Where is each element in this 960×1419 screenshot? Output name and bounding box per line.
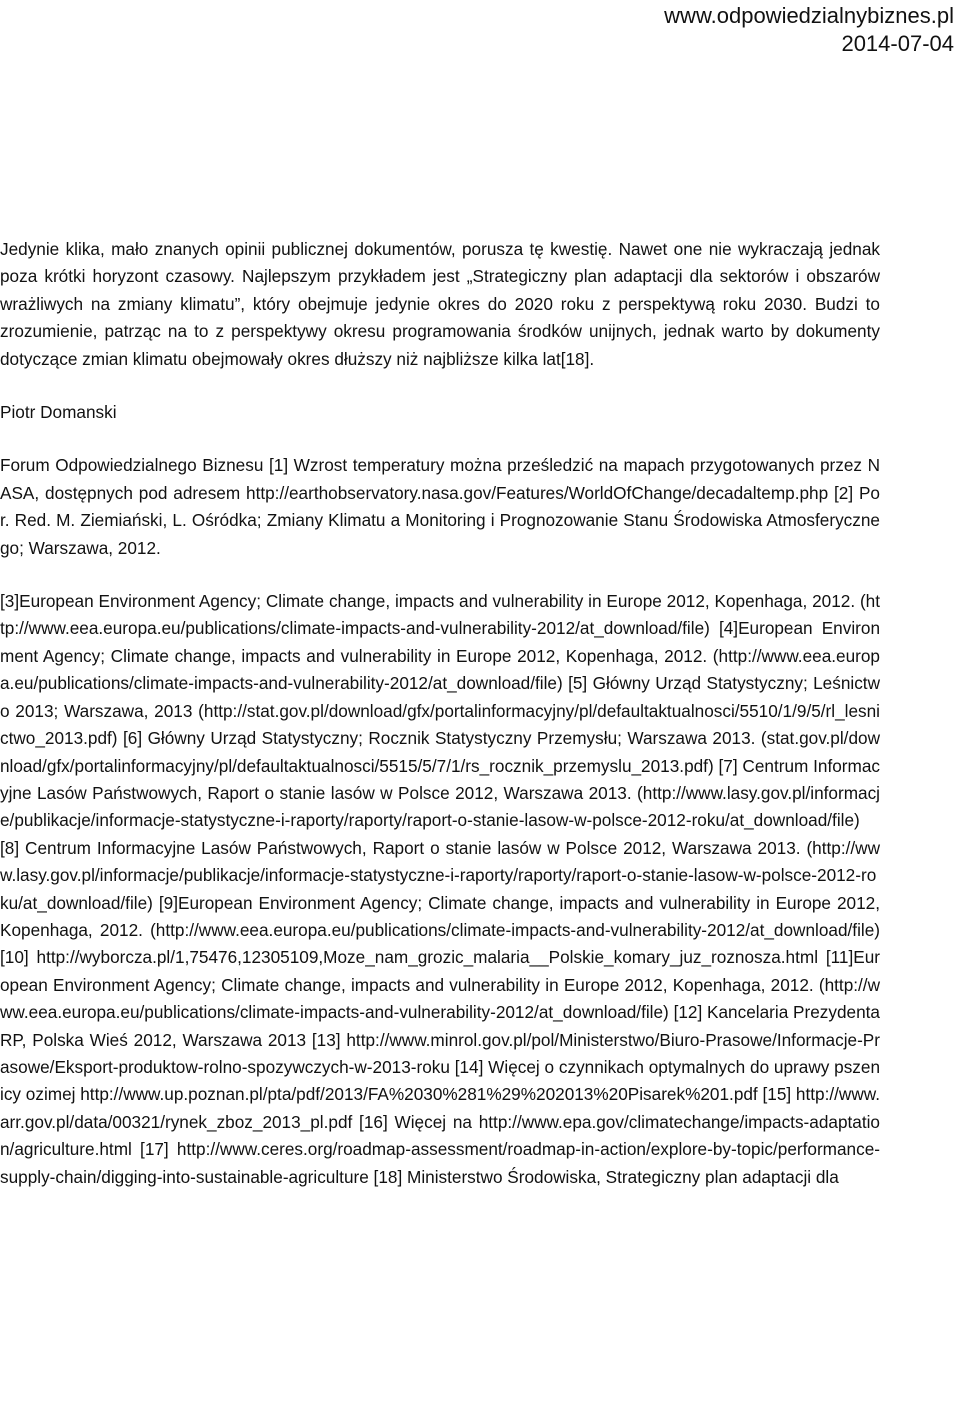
references-paragraph-2: [3]European Environment Agency; Climate change, impacts and vulnerability in Europe 2012, Kopenhaga, 2012. (http://www.eea.europa.eu/publications/climate-impacts-and-vulnerability-2012/at_download/file) [4]European Environment Agency; Climate change, impacts and vulnerability in Europe 2012, Kopenhaga, 2012. (http://www.eea.europa.eu/publications/climate-impacts-and-vulnerability-2012/at_download/file) [5] Główny Urząd Statystyczny; Leśnictwo 2013; Warszawa, 2013 (http://stat.gov.pl/download/gfx/portalinformacyjny/pl/defaultaktualnosci/5510/1/9/5/rl_lesnictwo_2013.pdf) [6] Główny Urząd Statystyczny; Rocznik Statystyczny Przemysłu; Warszawa 2013. (stat.gov.pl/download/gfx/portalinformacyjny/pl/defaultaktualnosci/5515/5/7/1/rs_rocznik_przemyslu_2013.pdf) [7] Centrum Informacyjne Lasów Państwowych, Raport o stanie lasów w Polsce 2012, Warszawa 2013. (http://www.lasy.gov.pl/informacje/publikacje/informacje-statystyczne-i-raporty/raporty/raport-o-stanie-lasow-w-polsce-2012-roku/at_download/file) [8] Centrum Informacyjne Lasów Państwowych, Raport o stanie lasów w Polsce 2012, Warszawa 2013. (http://www.lasy.gov.pl/informacje/publikacje/informacje-statystyczne-i-raporty/raporty/raport-o-stanie-lasow-w-polsce-2012-roku/at_download/file) [9]European Environment Agency; Climate change, impacts and vulnerability in Europe 2012, Kopenhaga, 2012. (http://www.eea.europa.eu/publications/climate-impacts-and-vulnerability-2012/at_download/file) [10] http://wyborcza.pl/1,75476,12305109,Moze_nam_grozic_malaria__Polskie_komary_juz_roznosza.html [11]European Environment Agency; Climate change, impacts and vulnerability in Europe 2012, Kopenhaga, 2012. (http://www.eea.europa.eu/publications/climate-impacts-and-vulnerability-2012/at_download/file) [12] Kancelaria Prezydenta RP, Polska Wieś 2012, Warszawa 2013 [13] http://www.minrol.gov.pl/pol/Ministerstwo/Biuro-Prasowe/Informacje-Prasowe/Eksport-produktow-rolno-spozywczych-w-2013-roku [14] Więcej o czynnikach optymalnych do uprawy pszenicy ozimej http://www.up.poznan.pl/pta/pdf/2013/FA%2030%281%29%202013%20Pisarek%201.pdf [15] http://www.arr.gov.pl/data/00321/rynek_zboz_2013_pl.pdf [16] Więcej na http://www.epa.gov/climatechange/impacts-adaptation/agriculture.html [17] http://www.ceres.org/roadmap-assessment/roadmap-in-action/explore-by-topic/performance-supply-chain/digging-into-sustainable-agriculture [18] Ministerstwo Środowiska, Strategiczny plan adaptacji dla — [0, 591, 880, 1187]
references-paragraph-1: Forum Odpowiedzialnego Biznesu [1] Wzrost temperatury można prześledzić na mapach przygotowanych przez NASA, dostępnych pod adresem http://earthobservatory.nasa.gov/Features/WorldOfChange/decadaltemp.php [2] Por. Red. M. Ziemiański, L. Ośródka; Zmiany Klimatu a Monitoring i Prognozowanie Stanu Środowiska Atmosferycznego; Warszawa, 2012. — [0, 455, 880, 558]
intro-paragraph: Jedynie klika, mało znanych opinii publicznej dokumentów, porusza tę kwestię. Nawet one nie wykraczają jednak poza krótki horyzont czasowy. Najlepszym przykładem jest „Strategiczny plan adaptacji dla sektorów i obszarów wrażliwych na zmiany klimatu”, który obejmuje jedynie okres do 2020 roku z perspektywą roku 2030. Budzi to zrozumienie, patrząc na to z perspektywy okresu programowania środków unijnych, jednak warto by dokumenty dotyczące zmian klimatu obejmowały okres dłuższy niż najbliższe kilka lat[18]. — [0, 239, 880, 369]
site-url: www.odpowiedzialnybiznes.pl — [664, 3, 954, 28]
author-name: Piotr Domanski — [0, 402, 117, 423]
document-body — [0, 236, 880, 1191]
document-date: 2014-07-04 — [841, 31, 954, 56]
page-header — [664, 2, 954, 58]
